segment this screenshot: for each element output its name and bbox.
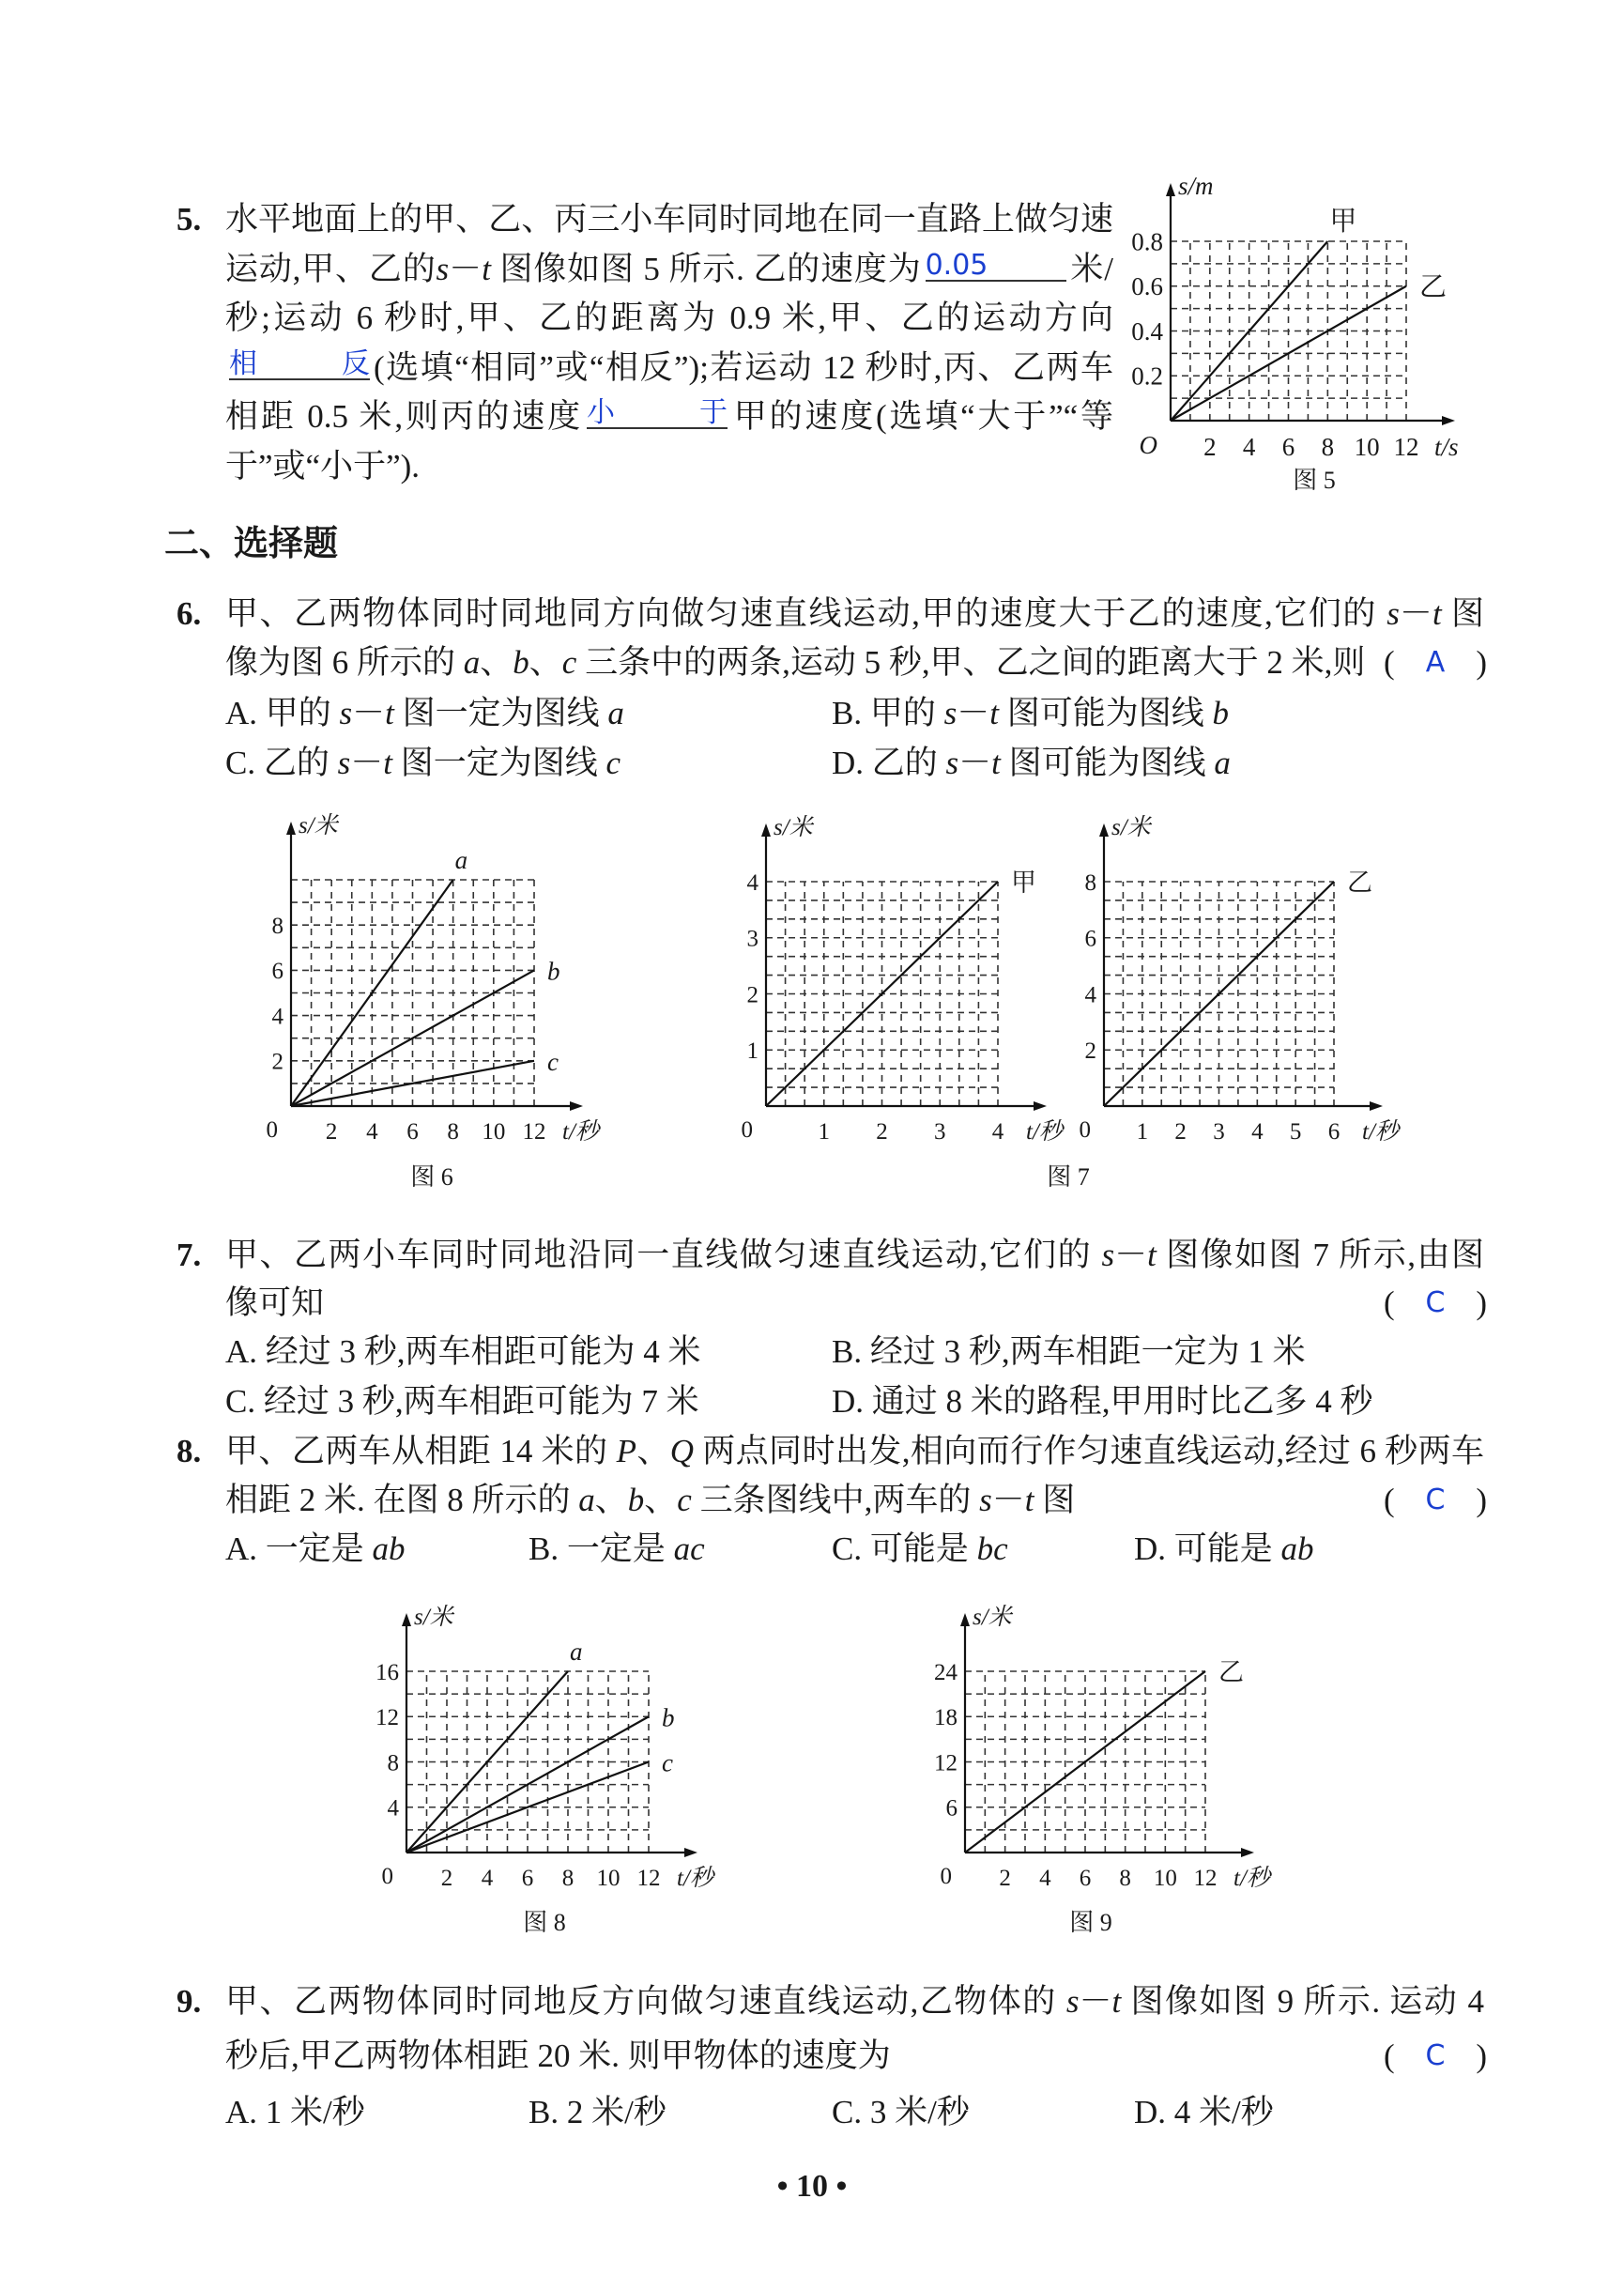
x-tick-label: 6: [1327, 1119, 1341, 1145]
x-tick-label: 12: [1393, 433, 1419, 461]
x-tick-label: 2: [876, 1119, 888, 1145]
math-variable: b: [513, 644, 529, 681]
math-variable: a: [607, 695, 624, 731]
y-tick-label: 4: [746, 869, 758, 896]
question-number: 7.: [176, 1237, 202, 1273]
page-number: • 10 •: [776, 2169, 848, 2204]
text-segment: A. 甲的: [225, 695, 340, 731]
x-tick-label: 8: [1321, 433, 1335, 461]
section-title: 二、选择题: [164, 523, 338, 563]
text-segment: －: [1114, 1237, 1148, 1273]
paren-open: (: [1384, 1284, 1395, 1321]
y-axis-arrow-icon: [1099, 823, 1109, 837]
series-label: a: [454, 846, 468, 874]
text-segment: 、: [644, 1482, 678, 1518]
math-variable: a: [578, 1482, 595, 1518]
text-segment: 图像如图 7 所示,由图: [1156, 1237, 1484, 1273]
x-tick-label: 2: [999, 1866, 1011, 1891]
math-variable: s: [1065, 1983, 1080, 2020]
question-number: 5.: [176, 201, 202, 238]
y-axis-arrow-icon: [761, 823, 771, 837]
text-segment: A. 经过 3 秒,两车相距可能为 4 米: [225, 1333, 701, 1370]
math-variable: t: [1024, 1482, 1034, 1518]
text-segment: 甲、乙两车从相距 14 米的: [225, 1433, 617, 1469]
text-segment: 图一定为图线: [391, 745, 606, 781]
y-axis-label: s/米: [299, 813, 338, 838]
chart-fig6: [267, 813, 604, 1191]
paren-close: ): [1476, 1482, 1487, 1518]
text-segment: 运动,甲、乙的: [225, 250, 437, 287]
x-axis-label: t/秒: [562, 1119, 599, 1145]
x-tick-label: 10: [482, 1119, 506, 1145]
math-variable: s: [1101, 1237, 1115, 1273]
x-tick-label: 5: [1289, 1119, 1302, 1145]
math-variable: c: [561, 644, 577, 681]
text-segment: 于”或“小于”).: [225, 447, 421, 484]
text-segment: C. 3 米/秒: [832, 2094, 970, 2130]
math-variable: t: [989, 695, 999, 731]
y-tick-label: 1: [746, 1038, 758, 1064]
chart-fig7b: [1080, 815, 1403, 1145]
series-label: c: [547, 1047, 559, 1076]
x-tick-label: 2: [325, 1119, 338, 1145]
y-tick-label: 6: [945, 1795, 958, 1822]
paren-open: (: [1384, 644, 1395, 681]
y-axis-label: s/米: [1111, 815, 1151, 840]
figure-caption: 图 8: [523, 1909, 566, 1936]
math-variable: a: [1214, 745, 1231, 781]
text-segment: 图一定为图线: [393, 695, 608, 731]
math-variable: s: [979, 1482, 992, 1518]
x-tick-label: 2: [1203, 433, 1217, 461]
math-variable: Q: [669, 1433, 695, 1469]
y-tick-label: 6: [271, 959, 283, 985]
x-tick-label: 3: [1213, 1119, 1225, 1145]
series-label: 甲: [1329, 207, 1357, 237]
figure-caption: 图 7: [1047, 1163, 1090, 1191]
y-axis-arrow-icon: [960, 1613, 970, 1626]
y-tick-label: 0.2: [1131, 361, 1163, 391]
text-segment: C. 可能是: [832, 1530, 977, 1567]
text-segment: B. 一定是: [529, 1530, 674, 1567]
chart-fig9: [934, 1605, 1275, 1936]
math-variable: a: [463, 644, 481, 681]
text-segment: 甲、乙两物体同时同地反方向做匀速直线运动,乙物体的: [225, 1983, 1066, 2020]
answer-choice: A: [1425, 646, 1446, 679]
y-axis-label: s/m: [1178, 172, 1214, 200]
math-variable: t: [991, 745, 1001, 781]
y-tick-label: 4: [1084, 982, 1096, 1008]
series-label: 乙: [1218, 1658, 1244, 1686]
answer-choice: C: [1425, 1484, 1446, 1516]
x-tick-label: 2: [440, 1866, 453, 1891]
paren-close: ): [1476, 644, 1487, 681]
text-segment: 、: [636, 1433, 670, 1469]
figure-caption: 图 5: [1293, 467, 1336, 494]
x-axis-arrow-icon: [684, 1848, 697, 1857]
math-variable: ab: [1280, 1530, 1314, 1567]
x-axis-label: t/s: [1434, 433, 1459, 461]
text-segment: －: [350, 745, 384, 781]
x-tick-label: 10: [1354, 433, 1380, 461]
text-segment: D. 乙的: [832, 745, 946, 781]
text-segment: 三条中的两条,运动 5 秒,甲、乙之间的距离大于 2 米,则: [576, 644, 1366, 681]
text-segment: B. 经过 3 秒,两车相距一定为 1 米: [832, 1333, 1306, 1370]
y-axis-label: s/米: [973, 1605, 1012, 1630]
x-tick-label: 4: [991, 1119, 1004, 1145]
origin-label: 0: [741, 1117, 753, 1143]
chart-fig7a: [742, 815, 1090, 1191]
x-tick-label: 6: [1281, 433, 1295, 461]
text-segment: 图像如图 9 所示. 运动 4: [1121, 1983, 1484, 2020]
x-tick-label: 6: [521, 1866, 534, 1891]
math-variable: s: [1387, 595, 1400, 632]
math-variable: t: [383, 745, 392, 781]
math-variable: ac: [673, 1530, 705, 1567]
series-label: b: [547, 957, 560, 986]
math-variable: s: [945, 745, 959, 781]
x-tick-label: 4: [481, 1866, 494, 1891]
math-variable: c: [605, 745, 621, 781]
x-tick-label: 6: [406, 1119, 419, 1145]
text-segment: －: [1079, 1983, 1112, 2020]
origin-label: 0: [381, 1864, 393, 1889]
math-variable: s: [943, 695, 958, 731]
math-variable: s: [339, 695, 353, 731]
text-segment: A. 1 米/秒: [225, 2094, 365, 2130]
text-segment: －: [449, 250, 483, 287]
text-segment: 三条图线中,两车的: [691, 1482, 980, 1518]
text-segment: 秒后,甲乙两物体相距 20 米. 则甲物体的速度为: [225, 2037, 891, 2074]
math-variable: b: [627, 1482, 645, 1518]
y-tick-label: 8: [1084, 869, 1096, 896]
x-tick-label: 2: [1174, 1119, 1187, 1145]
text-segment: 甲、乙两物体同时同地同方向做匀速直线运动,甲的速度大于乙的速度,它们的: [225, 595, 1387, 632]
y-tick-label: 6: [1084, 926, 1096, 952]
text-segment: －: [352, 695, 386, 731]
y-tick-label: 18: [934, 1705, 958, 1730]
text-segment: 图: [1441, 595, 1484, 632]
y-axis-label: s/米: [414, 1605, 453, 1630]
y-tick-label: 2: [746, 982, 758, 1008]
text-segment: －: [957, 695, 990, 731]
x-tick-label: 6: [1079, 1866, 1092, 1891]
math-variable: s: [337, 745, 351, 781]
x-tick-label: 4: [1251, 1119, 1264, 1145]
y-tick-label: 4: [271, 1004, 283, 1030]
text-segment: －: [1399, 595, 1432, 632]
math-variable: t: [1147, 1237, 1157, 1273]
text-segment: 像为图 6 所示的: [225, 644, 464, 681]
text-segment: B. 2 米/秒: [529, 2094, 666, 2130]
x-tick-label: 1: [1136, 1119, 1149, 1145]
answer-blank: 小于: [586, 396, 728, 429]
answer-choice: C: [1425, 2039, 1446, 2072]
x-axis-arrow-icon: [1034, 1101, 1047, 1111]
y-tick-label: 2: [271, 1049, 283, 1075]
y-axis-arrow-icon: [402, 1613, 411, 1626]
x-tick-label: 12: [522, 1119, 546, 1145]
x-tick-label: 10: [1153, 1866, 1177, 1891]
x-tick-label: 1: [818, 1119, 830, 1145]
x-tick-label: 12: [1193, 1866, 1218, 1891]
x-axis-label: t/秒: [1026, 1119, 1063, 1145]
math-variable: b: [1212, 695, 1229, 731]
series-label: 甲: [1011, 869, 1036, 897]
text-segment: 图可能为图线: [1000, 745, 1215, 781]
text-segment: 水平地面上的甲、乙、丙三小车同时同地在同一直路上做匀速: [225, 201, 1113, 238]
series-label: a: [570, 1638, 583, 1666]
text-segment: (选填“相同”或“相反”);若运动 12 秒时,丙、乙两车: [374, 348, 1113, 386]
text-segment: 、: [529, 644, 562, 681]
paren-open: (: [1384, 2037, 1395, 2074]
y-tick-label: 0.4: [1131, 316, 1163, 346]
y-tick-label: 16: [375, 1659, 399, 1685]
x-tick-label: 12: [636, 1866, 661, 1891]
chart-fig5: [1131, 172, 1458, 494]
y-tick-label: 24: [934, 1659, 958, 1685]
y-axis-arrow-icon: [286, 822, 296, 835]
chart-fig8: [375, 1605, 718, 1936]
text-segment: 相距 2 米. 在图 8 所示的: [225, 1482, 579, 1518]
answer-blank: 0.05: [926, 252, 1066, 282]
text-segment: －: [991, 1482, 1025, 1518]
origin-label: O: [1139, 431, 1157, 459]
text-segment: 米/: [1069, 250, 1113, 287]
y-axis-arrow-icon: [1166, 183, 1175, 196]
x-tick-label: 4: [1039, 1866, 1051, 1891]
text-segment: 两点同时出发,相向而行作匀速直线运动,经过 6 秒两车: [694, 1433, 1484, 1469]
x-tick-label: 4: [366, 1119, 378, 1145]
y-tick-label: 0.6: [1131, 272, 1163, 301]
text-segment: 甲、乙两小车同时同地沿同一直线做匀速直线运动,它们的: [225, 1237, 1102, 1273]
text-segment: 图: [1034, 1482, 1076, 1518]
question-number: 6.: [176, 595, 202, 632]
text-segment: D. 可能是: [1134, 1530, 1281, 1567]
text-segment: A. 一定是: [225, 1530, 373, 1567]
text-segment: D. 通过 8 米的路程,甲用时比乙多 4 秒: [832, 1383, 1373, 1420]
series-label: c: [662, 1748, 673, 1777]
text-segment: 图可能为图线: [998, 695, 1213, 731]
x-tick-label: 10: [596, 1866, 620, 1891]
x-tick-label: 3: [934, 1119, 946, 1145]
text-segment: B. 甲的: [832, 695, 944, 731]
answer-choice: C: [1425, 1286, 1446, 1319]
origin-label: 0: [266, 1117, 278, 1143]
text-segment: C. 乙的: [225, 745, 338, 781]
figure-caption: 图 9: [1069, 1909, 1112, 1936]
figure-caption: 图 6: [410, 1163, 453, 1191]
math-variable: ab: [372, 1530, 406, 1567]
y-tick-label: 0.8: [1131, 227, 1163, 256]
x-tick-label: 8: [561, 1866, 575, 1891]
text-segment: 甲的速度(选填“大于”“等: [730, 398, 1113, 435]
series-label: b: [662, 1703, 675, 1732]
question-number: 8.: [176, 1433, 202, 1469]
y-tick-label: 8: [271, 913, 283, 939]
text-segment: C. 经过 3 秒,两车相距可能为 7 米: [225, 1383, 699, 1420]
paren-open: (: [1384, 1482, 1395, 1518]
series-label: 乙: [1347, 869, 1372, 897]
y-axis-label: s/米: [774, 815, 813, 840]
y-tick-label: 8: [387, 1750, 399, 1776]
y-tick-label: 3: [746, 926, 758, 952]
text-segment: －: [958, 745, 992, 781]
y-tick-label: 12: [375, 1705, 399, 1730]
origin-label: 0: [1079, 1117, 1091, 1143]
origin-label: 0: [940, 1864, 952, 1889]
y-tick-label: 2: [1084, 1038, 1096, 1064]
paren-close: ): [1476, 1284, 1487, 1321]
math-variable: P: [616, 1433, 636, 1469]
text-segment: 、: [480, 644, 513, 681]
math-variable: bc: [976, 1530, 1008, 1567]
x-axis-label: t/秒: [1233, 1866, 1270, 1891]
x-tick-label: 8: [1119, 1866, 1131, 1891]
math-variable: t: [385, 695, 394, 731]
x-axis-label: t/秒: [1362, 1119, 1399, 1145]
x-axis-arrow-icon: [570, 1101, 583, 1111]
series-label: 乙: [1419, 271, 1448, 302]
x-axis-arrow-icon: [1370, 1101, 1383, 1111]
text-segment: 相距 0.5 米,则丙的速度: [225, 398, 583, 435]
math-variable: t: [482, 250, 491, 287]
text-segment: 图像如图 5 所示. 乙的速度为: [490, 250, 922, 287]
text-segment: D. 4 米/秒: [1134, 2094, 1274, 2130]
x-tick-label: 8: [447, 1119, 459, 1145]
answer-blank: 相反: [229, 346, 370, 380]
y-tick-label: 12: [934, 1750, 958, 1776]
text-segment: 、: [594, 1482, 628, 1518]
text-segment: 像可知: [225, 1284, 325, 1321]
x-axis-arrow-icon: [1442, 416, 1455, 425]
math-variable: t: [1432, 595, 1442, 632]
text-segment: 秒;运动 6 秒时,甲、乙的距离为 0.9 米,甲、乙的运动方向: [225, 300, 1113, 336]
x-tick-label: 4: [1242, 433, 1256, 461]
math-variable: t: [1111, 1983, 1122, 2020]
math-variable: s: [436, 250, 450, 287]
math-variable: c: [677, 1482, 692, 1518]
x-axis-label: t/秒: [677, 1866, 713, 1891]
question-number: 9.: [176, 1983, 202, 2020]
y-tick-label: 4: [387, 1795, 399, 1822]
x-axis-arrow-icon: [1241, 1848, 1254, 1857]
paren-close: ): [1476, 2037, 1487, 2074]
